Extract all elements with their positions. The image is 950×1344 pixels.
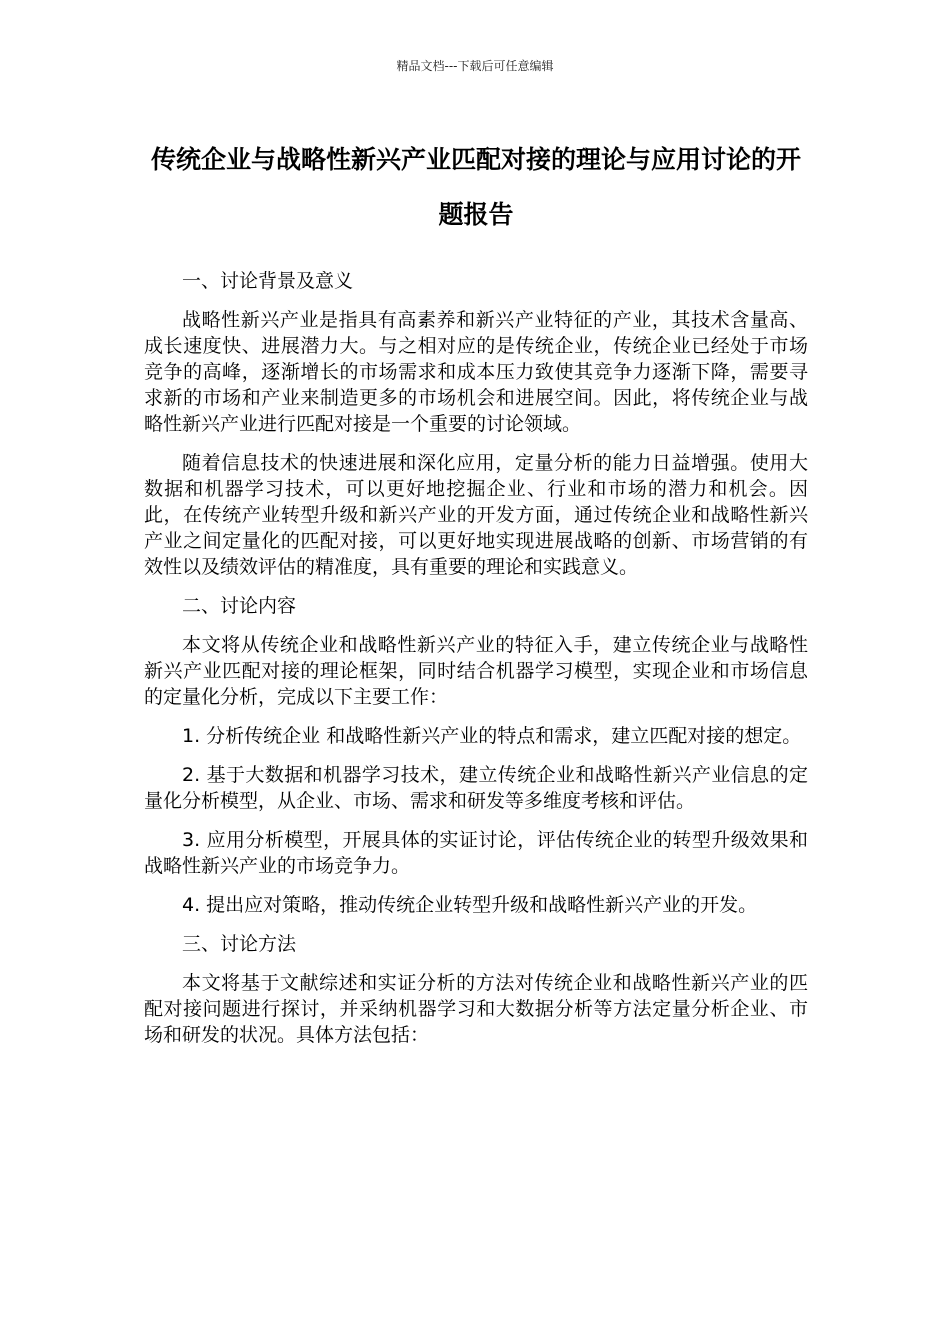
list-item: 1. 分析传统企业 和战略性新兴产业的特点和需求，建立匹配对接的想定。 [182, 725, 802, 747]
paragraph: 本文将从传统企业和战略性新兴产业的特征入手，建立传统企业与战略性新兴产业匹配对接的理论框架，同时结合机器学习模型，实现企业和市场信息的定量化分析，完成以下主要工作： [144, 634, 808, 708]
document-title: 传统企业与战略性新兴产业匹配对接的理论与应用讨论的开题报告 [150, 145, 801, 229]
list-item: 2. 基于大数据和机器学习技术，建立传统企业和战略性新兴产业信息的定量化分析模型，从企业、市场、需求和研发等多维度考核和评估。 [144, 764, 808, 812]
paragraph: 战略性新兴产业是指具有高素养和新兴产业特征的产业，其技术含量高、成长速度快、进展潜力大。与之相对应的是传统企业，传统企业已经处于市场竞争的高峰，逐渐增长的市场需求和成本压力致使其竞争力逐渐下降，需要寻求新的市场和产业来制造更多的市场机会和进展空间。因此，将传统企业与战略性新兴产业进行匹配对接是一个重要的讨论领域。 [144, 309, 808, 435]
section-heading-content: 二、讨论内容 [182, 595, 297, 617]
list-item: 3. 应用分析模型，开展具体的实证讨论，评估传统企业的转型升级效果和战略性新兴产业的市场竞争力。 [144, 829, 808, 877]
page-header: 精品文档---下载后可任意编辑 [396, 59, 554, 73]
list-item: 4. 提出应对策略，推动传统企业转型升级和战略性新兴产业的开发。 [182, 894, 758, 916]
section-heading-method: 三、讨论方法 [182, 933, 297, 955]
paragraph: 本文将基于文献综述和实证分析的方法对传统企业和战略性新兴产业的匹配对接问题进行探讨，并采纳机器学习和大数据分析等方法定量分析企业、市场和研发的状况。具体方法包括： [144, 972, 808, 1046]
paragraph: 随着信息技术的快速进展和深化应用，定量分析的能力日益增强。使用大数据和机器学习技术，可以更好地挖掘企业、行业和市场的潜力和机会。因此，在传统产业转型升级和新兴产业的开发方面，通过传统企业和战略性新兴产业之间定量化的匹配对接，可以更好地实现进展战略的创新、市场营销的有效性以及绩效评估的精准度，具有重要的理论和实践意义。 [144, 452, 808, 578]
document-body [144, 268, 808, 1061]
section-heading-background: 一、讨论背景及意义 [182, 270, 354, 292]
